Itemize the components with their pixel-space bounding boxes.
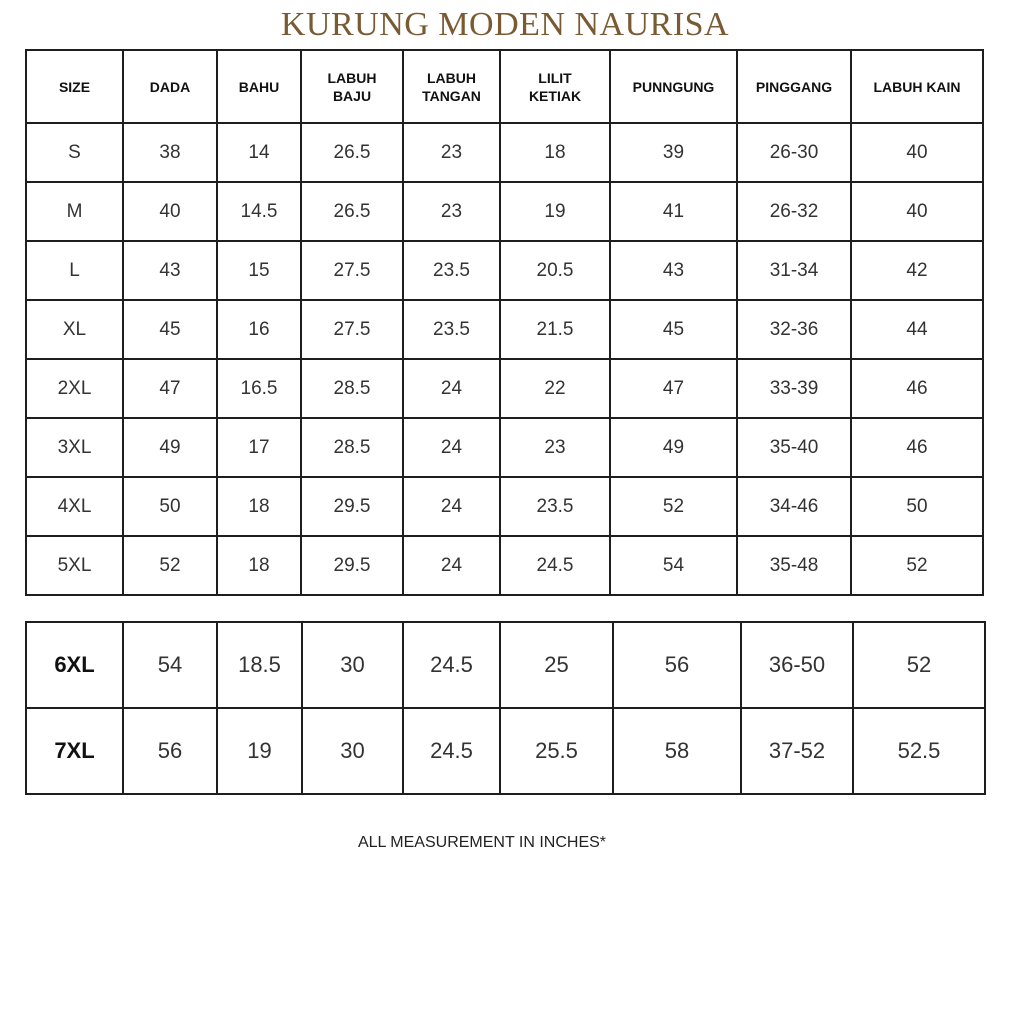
size-cell: S [26, 123, 123, 182]
measurement-cell: 52 [853, 622, 985, 708]
page-title: KURUNG MODEN NAURISA [280, 6, 730, 43]
measurement-cell: 52 [123, 536, 217, 595]
measurement-cell: 20.5 [500, 241, 610, 300]
measurement-cell: 29.5 [301, 477, 403, 536]
measurement-cell: 40 [851, 182, 983, 241]
measurement-cell: 47 [610, 359, 737, 418]
measurement-cell: 14.5 [217, 182, 301, 241]
table-row [26, 622, 985, 708]
measurement-cell: 35-48 [737, 536, 851, 595]
measurement-cell: 26.5 [301, 123, 403, 182]
measurement-cell: 18 [217, 477, 301, 536]
size-cell: 2XL [26, 359, 123, 418]
measurement-cell: 46 [851, 359, 983, 418]
column-header: DADA [123, 50, 217, 123]
measurement-cell: 21.5 [500, 300, 610, 359]
measurement-cell: 30 [302, 622, 403, 708]
measurement-cell: 39 [610, 123, 737, 182]
measurement-cell: 33-39 [737, 359, 851, 418]
measurement-cell: 26.5 [301, 182, 403, 241]
measurement-cell: 40 [123, 182, 217, 241]
measurement-cell: 18 [500, 123, 610, 182]
column-header: PUNNGUNG [610, 50, 737, 123]
size-cell: 5XL [26, 536, 123, 595]
size-cell: L [26, 241, 123, 300]
table-row [26, 477, 983, 536]
column-header: LABUH TANGAN [403, 50, 500, 123]
measurement-cell: 49 [610, 418, 737, 477]
measurement-note: ALL MEASUREMENT IN INCHES* [357, 834, 607, 851]
measurement-cell: 28.5 [301, 359, 403, 418]
measurement-cell: 22 [500, 359, 610, 418]
measurement-cell: 52.5 [853, 708, 985, 794]
measurement-cell: 18 [217, 536, 301, 595]
measurement-cell: 42 [851, 241, 983, 300]
measurement-cell: 27.5 [301, 300, 403, 359]
table-row [26, 708, 985, 794]
table-row [26, 300, 983, 359]
measurement-cell: 24.5 [403, 708, 500, 794]
measurement-cell: 41 [610, 182, 737, 241]
measurement-cell: 24.5 [403, 622, 500, 708]
extended-size-table [25, 621, 986, 795]
measurement-cell: 32-36 [737, 300, 851, 359]
measurement-cell: 17 [217, 418, 301, 477]
table-row [26, 123, 983, 182]
measurement-cell: 58 [613, 708, 741, 794]
table-body [26, 123, 983, 595]
measurement-cell: 24 [403, 536, 500, 595]
measurement-cell: 29.5 [301, 536, 403, 595]
measurement-cell: 43 [123, 241, 217, 300]
measurement-cell: 19 [500, 182, 610, 241]
measurement-cell: 18.5 [217, 622, 302, 708]
table-row [26, 241, 983, 300]
column-header: PINGGANG [737, 50, 851, 123]
measurement-cell: 50 [851, 477, 983, 536]
measurement-cell: 23 [403, 123, 500, 182]
measurement-cell: 56 [123, 708, 217, 794]
measurement-cell: 52 [851, 536, 983, 595]
measurement-cell: 23 [500, 418, 610, 477]
measurement-cell: 23.5 [500, 477, 610, 536]
table-row [26, 418, 983, 477]
measurement-cell: 23.5 [403, 300, 500, 359]
measurement-cell: 46 [851, 418, 983, 477]
measurement-cell: 16 [217, 300, 301, 359]
measurement-cell: 54 [610, 536, 737, 595]
table-header-row [26, 50, 983, 123]
column-header: LABUH BAJU [301, 50, 403, 123]
measurement-cell: 50 [123, 477, 217, 536]
measurement-cell: 45 [610, 300, 737, 359]
table-row [26, 536, 983, 595]
column-header: SIZE [26, 50, 123, 123]
measurement-cell: 37-52 [741, 708, 853, 794]
measurement-cell: 26-32 [737, 182, 851, 241]
measurement-cell: 26-30 [737, 123, 851, 182]
column-header: LABUH KAIN [851, 50, 983, 123]
measurement-cell: 15 [217, 241, 301, 300]
measurement-cell: 56 [613, 622, 741, 708]
measurement-cell: 54 [123, 622, 217, 708]
size-chart-table [25, 49, 984, 596]
measurement-cell: 44 [851, 300, 983, 359]
measurement-cell: 24 [403, 477, 500, 536]
measurement-cell: 31-34 [737, 241, 851, 300]
measurement-cell: 25 [500, 622, 613, 708]
measurement-cell: 52 [610, 477, 737, 536]
table-row [26, 359, 983, 418]
measurement-cell: 30 [302, 708, 403, 794]
measurement-cell: 23.5 [403, 241, 500, 300]
measurement-cell: 40 [851, 123, 983, 182]
measurement-cell: 49 [123, 418, 217, 477]
size-cell: 4XL [26, 477, 123, 536]
size-cell: XL [26, 300, 123, 359]
measurement-cell: 43 [610, 241, 737, 300]
size-cell: 6XL [26, 622, 123, 708]
measurement-cell: 19 [217, 708, 302, 794]
measurement-cell: 38 [123, 123, 217, 182]
measurement-cell: 24 [403, 418, 500, 477]
measurement-cell: 35-40 [737, 418, 851, 477]
size-cell: M [26, 182, 123, 241]
measurement-cell: 36-50 [741, 622, 853, 708]
measurement-cell: 24 [403, 359, 500, 418]
size-cell: 7XL [26, 708, 123, 794]
measurement-cell: 14 [217, 123, 301, 182]
column-header: LILIT KETIAK [500, 50, 610, 123]
measurement-cell: 45 [123, 300, 217, 359]
measurement-cell: 27.5 [301, 241, 403, 300]
measurement-cell: 24.5 [500, 536, 610, 595]
table-row [26, 182, 983, 241]
measurement-cell: 28.5 [301, 418, 403, 477]
column-header: BAHU [217, 50, 301, 123]
measurement-cell: 34-46 [737, 477, 851, 536]
measurement-cell: 47 [123, 359, 217, 418]
size-cell: 3XL [26, 418, 123, 477]
measurement-cell: 23 [403, 182, 500, 241]
measurement-cell: 16.5 [217, 359, 301, 418]
measurement-cell: 25.5 [500, 708, 613, 794]
extended-table-body [26, 622, 985, 794]
